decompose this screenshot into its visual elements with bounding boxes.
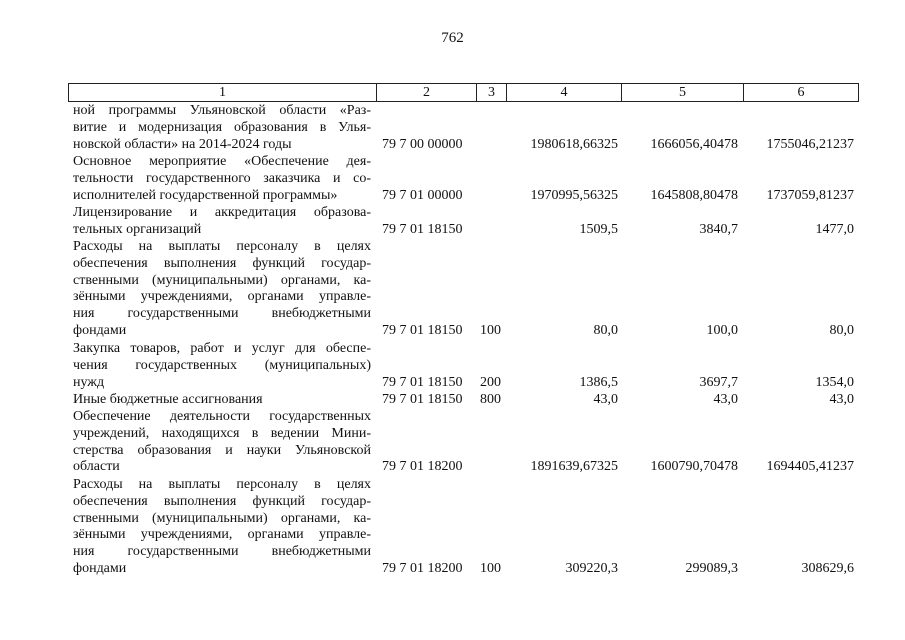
row-value-2024: 43,0 [593, 392, 618, 407]
row-description [73, 205, 371, 239]
table-row [0, 409, 905, 476]
description-line: области [73, 459, 120, 475]
description-line: новской области» на 2014-2024 годы [73, 136, 292, 152]
description-line: Расходы на выплаты персоналу в целях [73, 239, 371, 254]
description-line: Расходы на выплаты персоналу в целях [73, 477, 371, 492]
description-line: Лицензирование и аккредитация образова- [73, 205, 371, 220]
row-value-2025: 1600790,70478 [650, 459, 738, 475]
row-expense-type: 100 [480, 561, 501, 576]
description-line: фондами [73, 560, 127, 576]
row-value-2025: 3840,7 [699, 221, 738, 237]
description-line: тельности государственного заказчика и со- [73, 170, 371, 186]
description-line: Закупка товаров, работ и услуг для обеспе- [73, 341, 371, 356]
description-line: ной программы Ульяновской области «Раз- [73, 103, 371, 118]
description-line: Основное мероприятие «Обеспечение дея- [73, 154, 371, 169]
row-description [73, 392, 371, 409]
description-line: ственными (муниципальными) органами, ка- [73, 510, 371, 526]
table-row [0, 154, 905, 204]
row-value-2024: 1970995,56325 [530, 187, 618, 203]
row-expense-type: 200 [480, 374, 501, 390]
row-value-2026: 1755046,21237 [766, 136, 854, 152]
description-line: обеспечения выполнения функций государ- [73, 493, 371, 509]
description-line: исполнителей государственной программы» [73, 187, 338, 203]
table-row [0, 205, 905, 239]
row-value-2026: 1694405,41237 [766, 459, 854, 475]
row-code: 79 7 01 18150 [382, 392, 463, 407]
description-line: зёнными учреждениями, органами управле- [73, 289, 371, 305]
table-row [0, 103, 905, 153]
table-row [0, 477, 905, 578]
table-row [0, 392, 905, 409]
row-value-2025: 100,0 [706, 323, 738, 338]
row-value-2025: 43,0 [713, 392, 738, 407]
table-row [0, 341, 905, 391]
row-expense-type: 800 [480, 392, 501, 407]
row-value-2026: 43,0 [829, 392, 854, 407]
row-code: 79 7 01 18150 [382, 323, 463, 338]
row-value-2025: 299089,3 [685, 561, 738, 576]
row-description [73, 477, 371, 578]
row-value-2024: 1386,5 [579, 374, 618, 390]
description-line: Иные бюджетные ассигнования [73, 392, 263, 407]
row-description [73, 154, 371, 204]
row-code: 79 7 01 18150 [382, 374, 463, 390]
column-header-3: 3 [477, 84, 507, 102]
row-description [73, 239, 371, 340]
row-value-2026: 1477,0 [815, 221, 854, 237]
row-code: 79 7 01 18200 [382, 561, 463, 576]
row-value-2024: 80,0 [593, 323, 618, 338]
row-description [73, 103, 371, 153]
description-line: Обеспечение деятельности государственных [73, 409, 371, 424]
column-header-1: 1 [69, 84, 377, 102]
row-value-2024: 1980618,66325 [530, 136, 618, 152]
description-line: фондами [73, 322, 127, 338]
description-line: зёнными учреждениями, органами управле- [73, 527, 371, 543]
description-line: ния государственными внебюджетными [73, 306, 371, 322]
description-line: витие и модернизация образования в Улья- [73, 119, 371, 135]
page-number: 762 [441, 30, 464, 46]
row-value-2025: 1645808,80478 [650, 187, 738, 203]
row-value-2024: 309220,3 [565, 561, 618, 576]
table-row [0, 239, 905, 340]
column-header-4: 4 [507, 84, 622, 102]
row-description [73, 341, 371, 391]
column-header-2: 2 [377, 84, 477, 102]
description-line: стерства образования и науки Ульяновской [73, 442, 371, 458]
column-header-6: 6 [744, 84, 859, 102]
row-value-2025: 1666056,40478 [650, 136, 738, 152]
row-value-2026: 308629,6 [801, 561, 854, 576]
row-code: 79 7 01 18150 [382, 221, 463, 237]
description-line: тельных организаций [73, 221, 202, 237]
row-value-2024: 1891639,67325 [530, 459, 618, 475]
row-code: 79 7 01 00000 [382, 187, 463, 203]
description-line: обеспечения выполнения функций государ- [73, 255, 371, 271]
row-value-2026: 80,0 [829, 323, 854, 338]
description-line: чения государственных (муниципальных) [73, 357, 371, 373]
description-line: ния государственными внебюджетными [73, 544, 371, 560]
row-value-2025: 3697,7 [699, 374, 738, 390]
column-header-5: 5 [622, 84, 744, 102]
row-value-2024: 1509,5 [579, 221, 618, 237]
row-value-2026: 1354,0 [815, 374, 854, 390]
description-line: нужд [73, 374, 105, 390]
row-code: 79 7 00 00000 [382, 136, 463, 152]
row-expense-type: 100 [480, 323, 501, 338]
row-description [73, 409, 371, 476]
row-value-2026: 1737059,81237 [766, 187, 854, 203]
row-code: 79 7 01 18200 [382, 459, 463, 475]
description-line: учреждений, находящихся в ведении Мини- [73, 425, 371, 441]
description-line: ственными (муниципальными) органами, ка- [73, 272, 371, 288]
